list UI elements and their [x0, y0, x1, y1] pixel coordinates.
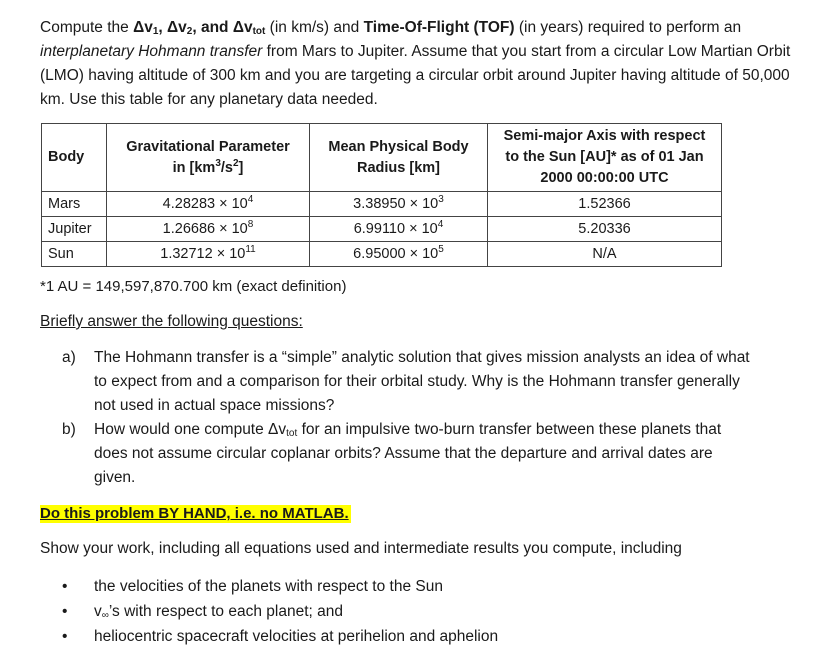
list-item: • the velocities of the planets with respect to the Sun [62, 574, 498, 599]
body-name: Mars [42, 192, 107, 217]
bullet-icon: • [62, 628, 68, 645]
question-marker: b) [62, 421, 76, 438]
hohmann-term: interplanetary Hohmann transfer [40, 43, 263, 60]
grav-param-value: $4.28283 \times 10^4$ [107, 192, 310, 217]
question-a [62, 346, 752, 418]
dvtot-symbol: $\Delta v_{tot}$ [268, 421, 298, 439]
table-row [42, 217, 722, 242]
header-semi-major-axis: Semi-major Axis with respect to the Sun [AU]* as of 01 Jan 2000 00:00:00 UTC [488, 124, 722, 192]
table-row [42, 192, 722, 217]
question-list [62, 346, 752, 490]
sma-value: N/A [488, 242, 722, 267]
requirements-list [62, 574, 498, 649]
question-marker: a) [62, 349, 76, 366]
grav-param-value: $1.32712 \times 10^{11}$ [107, 242, 310, 267]
list-item: • heliocentric spacecraft velocities at perihelion and aphelion [62, 624, 498, 649]
bullet-icon: • [62, 578, 68, 595]
header-grav-param: Gravitational Parameter in $[km^3/s^2]$ [107, 124, 310, 192]
radius-value: $6.95000 \times 10^5$ [310, 242, 488, 267]
sma-value: 5.20336 [488, 217, 722, 242]
body-name: Sun [42, 242, 107, 267]
question-text: The Hohmann transfer is a “simple” analytic solution that gives mission analysts an idea of what to expect from and a comparison for their orbital study. Why is the Hohmann transfer generally not used in actual space missions? [94, 349, 750, 414]
dv1-symbol: $\Delta v_1$ [133, 19, 159, 37]
by-hand-notice: Do this problem BY HAND, i.e. no MATLAB. [40, 505, 349, 522]
v-infinity-symbol: $v_\infty$ [94, 603, 109, 621]
table-row [42, 242, 722, 267]
header-radius: Mean Physical Body Radius [km] [310, 124, 488, 192]
brief-heading: Briefly answer the following questions: [40, 313, 303, 330]
radius-value: $3.38950 \times 10^3$ [310, 192, 488, 217]
grav-param-value: $1.26686 \times 10^8$ [107, 217, 310, 242]
dvtot-symbol: $\Delta v_{tot}$ [232, 19, 266, 37]
au-footnote: *1 AU = 149,597,870.700 km (exact definition) [40, 278, 347, 295]
radius-value: $6.99110 \times 10^4$ [310, 217, 488, 242]
body-name: Jupiter [42, 217, 107, 242]
header-body: Body [42, 124, 107, 192]
intro-text: Compute the [40, 19, 134, 36]
planetary-data-table [41, 123, 722, 267]
bullet-icon: • [62, 603, 68, 620]
table-header-row [42, 124, 722, 192]
question-text: How would one compute $\Delta v_{tot}$ for an impulsive two-burn transfer between these planets that does not assume circular coplanar orbits? Assume that the departure and arrival dates are given. [94, 421, 722, 486]
question-b [62, 418, 752, 490]
dv2-symbol: $\Delta v_2$ [167, 19, 193, 37]
tof-term: Time-Of-Flight (TOF) [363, 19, 515, 36]
problem-statement: Compute the $\Delta v_1$, $\Delta v_2$, and $\Delta v_{tot}$ (in km/s) and Time-Of-Flight (TOF) (in years) required to perform an interplanetary Hohmann transfer from Mars to Jupiter. Assume that you start from a circular Low Martian Orbit (LMO) having altitude of 300 km and you are targeting a circular orbit around Jupiter having altitude of 50,000 km. Use this table for any planetary data needed. [40, 19, 791, 108]
show-work-text: Show your work, including all equations used and intermediate results you compute, including [40, 540, 682, 557]
list-item: • $v_\infty’s$ with respect to each planet; and [62, 599, 498, 624]
sma-value: 1.52366 [488, 192, 722, 217]
